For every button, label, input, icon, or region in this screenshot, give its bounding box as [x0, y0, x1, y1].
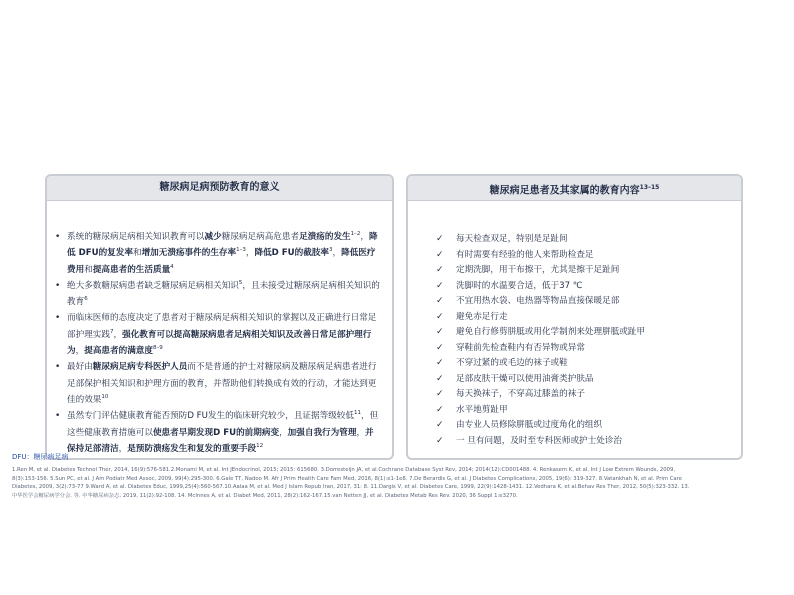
significance-card-title: 糖尿病足病预防教育的意义	[47, 176, 392, 201]
checkmark-icon: ✓	[436, 435, 444, 446]
bullet-text: ，	[360, 232, 370, 242]
education-content-card-title	[408, 176, 741, 201]
bullet-text: ，	[332, 248, 342, 259]
significance-bullet	[55, 278, 382, 311]
checklist-item	[428, 403, 731, 419]
checklist-item-label: 有时需要有经验的他人来帮助检查足	[456, 249, 594, 260]
checklist-item-label: 足部皮肤干燥可以使用油膏类护肤品	[456, 373, 594, 384]
education-card-title-text: 糖尿病足患者及其家属的教育内容	[489, 185, 640, 197]
bullet-text: ，	[356, 427, 366, 438]
checklist-item-label: 洗脚时的水温要合适，低于37 ℃	[456, 280, 583, 291]
emphasis-text: 强化教育可以提高糖尿病患者足病相关知识及改善日常足部护理行为	[67, 329, 372, 357]
checklist-item-label: 定期洗脚，用干布擦干，尤其是擦干足趾间	[456, 265, 620, 275]
checklist-item	[428, 372, 731, 388]
emphasis-text: 使患者早期发现D FU的前期病变	[152, 427, 280, 438]
emphasis-text: 糖尿病足病专科医护人员	[92, 362, 188, 373]
citation-ref: 3	[329, 247, 333, 254]
checklist-item	[428, 325, 731, 341]
bullet-text: 糖尿病足病高危患者	[221, 232, 300, 242]
significance-bullet	[55, 408, 382, 457]
checklist-item	[428, 294, 731, 310]
checkmark-icon: ✓	[436, 249, 444, 260]
checklist-item	[428, 434, 731, 450]
abbreviation-note: DFU：糖尿病足病	[12, 453, 69, 461]
checkmark-icon: ✓	[436, 420, 444, 430]
checklist-item-label: 每天换袜子，不穿高过膝盖的袜子	[456, 389, 585, 399]
checklist-item-label: 水平地剪趾甲	[456, 404, 508, 415]
bullet-text: 而临床医师的态度决定了患者对于糖尿病足病相关知识的掌握以及正确进行日常足部护理实践	[67, 313, 377, 340]
citation-ref: 4	[170, 263, 174, 270]
checklist-item-label: 由专业人员修除胼胝或过度角化的组织	[456, 420, 603, 430]
education-card-title-refs: 13–15	[639, 184, 660, 191]
checklist-item	[428, 418, 731, 434]
checkmark-icon: ✓	[436, 389, 444, 399]
bullet-text: ，但这些健康教育措施可以	[67, 411, 379, 438]
significance-card	[45, 174, 394, 460]
significance-bullet	[55, 359, 382, 408]
citation-ref: 10	[101, 394, 109, 401]
citation-ref: 1–2	[350, 231, 361, 238]
checkmark-icon: ✓	[436, 296, 444, 306]
bullet-text: 最好由	[67, 362, 93, 373]
citation-ref: 12	[256, 443, 264, 449]
emphasis-text: 减少	[204, 232, 222, 242]
references: 1.Ren M, et al. Diabetes Technol Ther, 2014, 16(9):576-581.2.Monami M, et al. Int JEndocrinol, 2015; 2015: 615680. 3.Dorresteijn JA, et al.Cochrane Database Syst Rev, 2014; 2014(12):CD001488. 4. Renkasem K, et al. Int J Low Extrem Wounds, 2009, 8(3):153-156. 5.Sun PC, et al. J Am Podiatr Med Assoc, 2009, 99(4):295-300. 6.Gale TT, Nadoo M. Afr J Prim Health Care Fam Med, 2016, 8(1):e1-1e8. 7.De Berardis G, et al. J Diabetes Complications, 2005, 19(6): 319-327. 8.Vatankhah N, et al. Prim Care Diabetes, 2009, 3(2):73-77 9.Ward A, et al. Diabetes Educ, 1999,25(4):560-567.10.Aalaa M, et al. Med J Islam Repub Iran, 2017, 31: 8. 11.Dargis V, et al. Diabetes Care, 1999, 22(9):1428-1431. 12.Vedhara K, et al.Behav Res Ther, 2012, 50(5):323-332. 13.中华医学会糖尿病学分会. 等. 中华糖尿病杂志, 2019, 11(2):92-108. 14. McInnes A, et al. Diabet Med, 2011, 28(2):162-167.15.van Netten JJ, et al. Diabetes Metab Res Rev. 2020, 36 Suppl 1:e3270.	[12, 467, 690, 499]
bullet-text: ，	[118, 443, 128, 454]
checklist-item	[428, 279, 731, 295]
checkmark-icon: ✓	[436, 234, 444, 244]
emphasis-text: 是预防溃疡发生和复发的重要手段	[127, 443, 257, 454]
bullet-text: ，	[75, 346, 85, 357]
bullet-text: 虽然专门评估健康教育能否预防D FU发生的临床研究较少，且证据等级较低	[67, 411, 354, 422]
significance-bullet	[55, 229, 382, 278]
checkmark-icon: ✓	[436, 265, 444, 275]
checklist-item	[428, 263, 731, 279]
checklist-item	[428, 232, 731, 248]
citation-ref: 6	[84, 296, 88, 303]
checklist-item-label: 穿鞋前先检查鞋内有否异物或异常	[456, 342, 585, 353]
bullet-text: 和	[132, 248, 142, 259]
checklist-item	[428, 248, 731, 264]
checklist-item-label: 一 旦有问题，及时至专科医师或护士处诊治	[456, 435, 623, 446]
emphasis-text: 并保持足部清洁	[67, 427, 374, 454]
checklist-item	[428, 356, 731, 372]
emphasis-text: 足溃疡的发生	[299, 232, 351, 242]
checklist-item-label: 不宜用热水袋、电热器等物品直接保暖足部	[456, 296, 620, 306]
bullet-text: ，	[113, 329, 123, 340]
checklist-item-label: 避免自行修剪胼胝或用化学制剂来处理胼胝或趾甲	[456, 327, 646, 337]
significance-bullet-list	[47, 201, 392, 457]
checklist-item-label: 不穿过紧的或毛边的袜子或鞋	[456, 358, 568, 368]
bullet-text: ，	[279, 427, 288, 438]
checklist-item-label: 避免赤足行走	[456, 311, 508, 322]
bullet-text: 而不是普通的护士对糖尿病及糖尿病足病患者进行足部保护相关知识和护理方面的教育，并帮助他们转换成有效的行动，才能达到更佳的效果	[67, 362, 377, 405]
checkmark-icon: ✓	[436, 342, 444, 353]
education-content-card	[406, 174, 743, 460]
bullet-dot-icon: •	[55, 280, 61, 291]
checklist-item	[428, 310, 731, 326]
citation-ref: 8–9	[152, 345, 163, 352]
checklist-item	[428, 341, 731, 357]
bullet-dot-icon: •	[55, 411, 61, 422]
bullet-dot-icon: •	[55, 313, 61, 324]
bullet-text: 系统的糖尿病足病相关知识教育可以	[67, 232, 205, 242]
bullet-text: 绝大多数糖尿病患者缺乏糖尿病足病相关知识	[67, 280, 239, 291]
bullet-dot-icon: •	[55, 232, 61, 242]
emphasis-text: 提高患者的生活质量	[92, 264, 171, 275]
emphasis-text: 提高患者的满意度	[84, 346, 153, 357]
emphasis-text: 加强自我行为管理	[287, 427, 357, 438]
checklist-item	[428, 387, 731, 403]
checkmark-icon: ✓	[436, 358, 444, 368]
checkmark-icon: ✓	[436, 327, 444, 337]
emphasis-text: 降低 DFU的复发率	[67, 232, 378, 259]
emphasis-text: 增加无溃疡事件的生存率	[141, 248, 237, 259]
checkmark-icon: ✓	[436, 311, 444, 322]
checkmark-icon: ✓	[436, 373, 444, 384]
checkmark-icon: ✓	[436, 280, 444, 291]
bullet-dot-icon: •	[55, 362, 61, 373]
bullet-text: ，	[245, 248, 255, 259]
emphasis-text: 降低医疗费用	[67, 248, 376, 275]
checkmark-icon: ✓	[436, 404, 444, 415]
citation-ref: 7	[109, 328, 114, 335]
citation-ref: 5	[238, 280, 243, 287]
checklist-item-label: 每天检查双足，特别是足趾间	[456, 234, 568, 244]
education-checklist	[408, 201, 741, 449]
emphasis-text: 降低D FU的截肢率	[254, 248, 330, 259]
significance-bullet	[55, 310, 382, 359]
bullet-text: ，且未接受过糖尿病足病相关知识的教育	[67, 280, 380, 308]
bullet-text: 和	[84, 264, 93, 275]
citation-ref: 1–3	[236, 247, 246, 254]
citation-ref: 11	[354, 410, 361, 417]
